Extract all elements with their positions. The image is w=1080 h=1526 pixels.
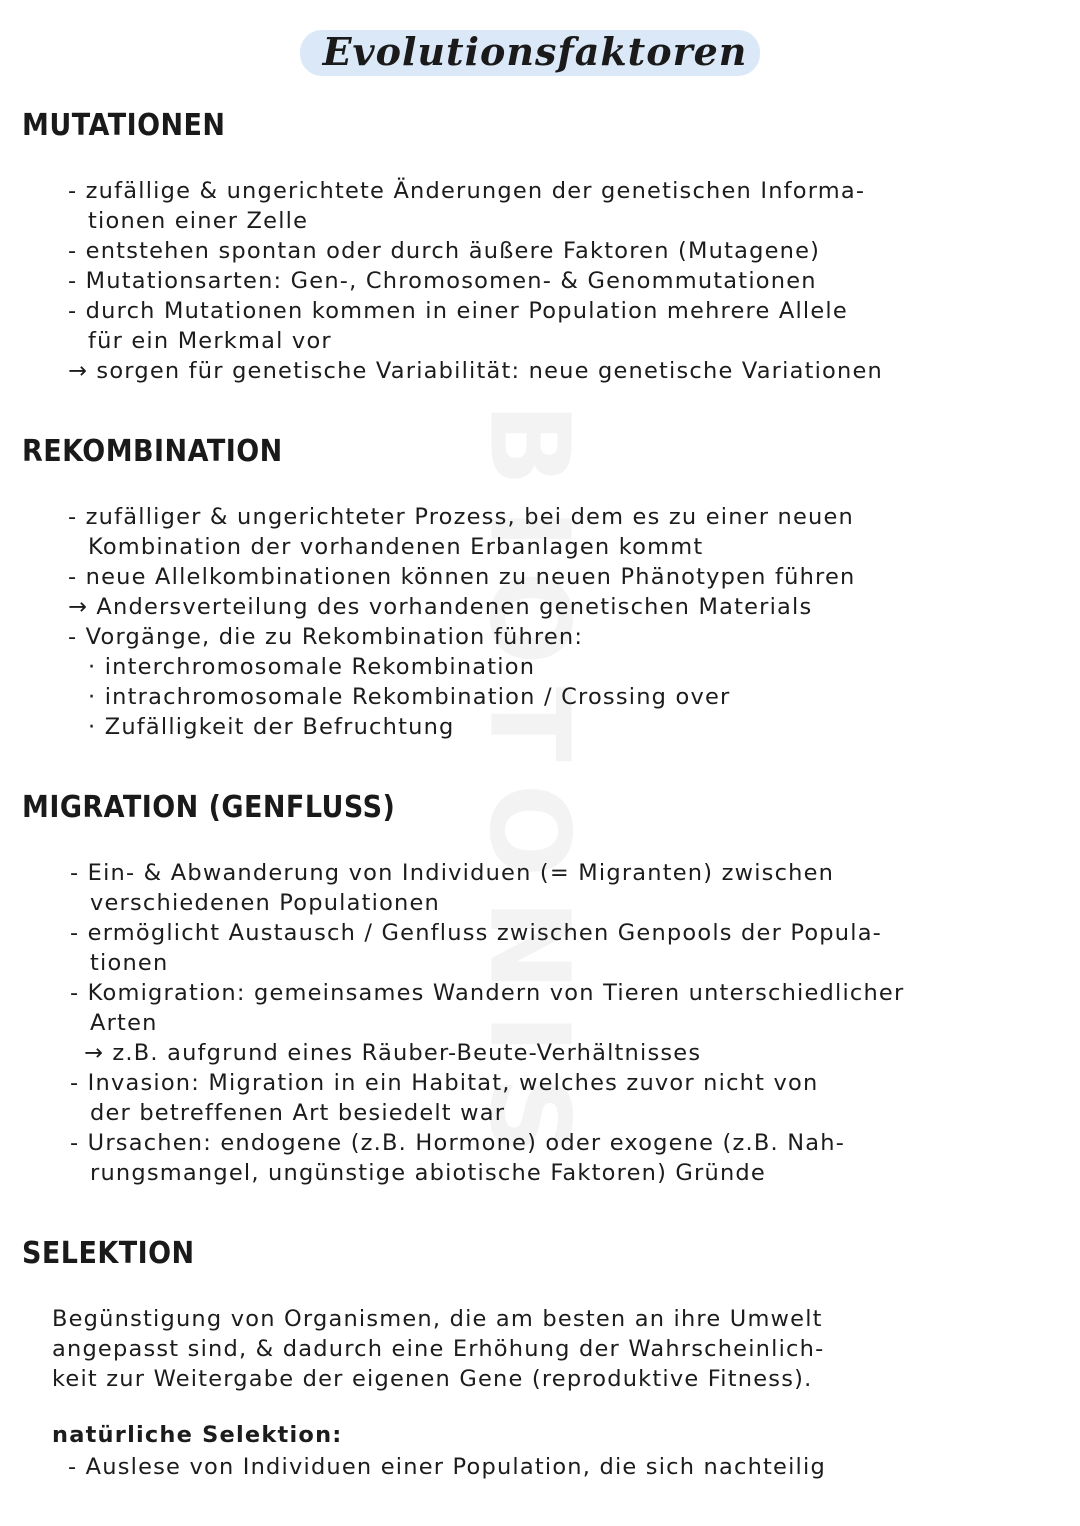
text-line: → z.B. aufgrund eines Räuber-Beute-Verhältnisses xyxy=(84,1040,702,1066)
text-line: → Andersverteilung des vorhandenen genetischen Materials xyxy=(68,594,813,620)
text-line: - durch Mutationen kommen in einer Population mehrere Allele xyxy=(68,298,848,324)
watermark-text: BIOTONIS xyxy=(466,402,595,1178)
text-line: Begünstigung von Organismen, die am besten an ihre Umwelt xyxy=(52,1306,823,1332)
text-line: · interchromosomale Rekombination xyxy=(88,654,536,680)
text-line: - zufällige & ungerichtete Änderungen der genetischen Informa- xyxy=(68,178,866,204)
text-line: - entstehen spontan oder durch äußere Faktoren (Mutagene) xyxy=(68,238,821,264)
text-line: - Mutationsarten: Gen-, Chromosomen- & Genommutationen xyxy=(68,268,817,294)
text-line: - Invasion: Migration in ein Habitat, welches zuvor nicht von xyxy=(70,1070,819,1096)
title-area xyxy=(300,18,770,84)
heading-selektion: SELEKTION xyxy=(22,1236,195,1271)
text-line: - Komigration: gemeinsames Wandern von Tieren unterschiedlicher xyxy=(70,980,905,1006)
text-line: - Ursachen: endogene (z.B. Hormone) oder exogene (z.B. Nah- xyxy=(70,1130,846,1156)
heading-migration: MIGRATION (GENFLUSS) xyxy=(22,790,396,825)
text-line: angepasst sind, & dadurch eine Erhöhung der Wahrscheinlich- xyxy=(52,1336,825,1362)
text-line: Kombination der vorhandenen Erbanlagen kommt xyxy=(88,534,704,560)
text-line: verschiedenen Populationen xyxy=(90,890,441,916)
text-line: → sorgen für genetische Variabilität: neue genetische Variationen xyxy=(68,358,883,384)
heading-mutationen: MUTATIONEN xyxy=(22,108,226,143)
list-migration xyxy=(70,858,904,1188)
text-line: - zufälliger & ungerichteter Prozess, bei dem es zu einer neuen xyxy=(68,504,854,530)
text-line: · Zufälligkeit der Befruchtung xyxy=(88,714,455,740)
text-line: der betreffenen Art besiedelt war xyxy=(90,1100,506,1126)
subheading-natuerliche-selektion xyxy=(52,1420,343,1450)
text-line: tionen xyxy=(90,950,169,976)
text-line: · intrachromosomale Rekombination / Crossing over xyxy=(88,684,731,710)
page-title: Evolutionsfaktoren xyxy=(322,28,748,74)
heading-rekombination: REKOMBINATION xyxy=(22,434,283,469)
text-line: Arten xyxy=(90,1010,158,1036)
text-line: - Vorgänge, die zu Rekombination führen: xyxy=(68,624,584,650)
text-line: tionen einer Zelle xyxy=(88,208,309,234)
text-line: - neue Allelkombinationen können zu neuen Phänotypen führen xyxy=(68,564,856,590)
subheading-text: natürliche Selektion: xyxy=(52,1422,343,1448)
text-line: für ein Merkmal vor xyxy=(88,328,332,354)
text-line: keit zur Weitergabe der eigenen Gene (reproduktive Fitness). xyxy=(52,1366,813,1392)
paragraph-selektion xyxy=(52,1304,824,1394)
text-line: rungsmangel, ungünstige abiotische Faktoren) Gründe xyxy=(90,1160,766,1186)
text-line: - ermöglicht Austausch / Genfluss zwischen Genpools der Popula- xyxy=(70,920,883,946)
text-line: - Auslese von Individuen einer Population, die sich nachteilig xyxy=(68,1454,826,1480)
text-line: - Ein- & Abwanderung von Individuen (= Migranten) zwischen xyxy=(70,860,835,886)
list-selektion xyxy=(68,1452,826,1482)
list-mutationen xyxy=(68,176,883,386)
list-rekombination xyxy=(68,502,856,742)
